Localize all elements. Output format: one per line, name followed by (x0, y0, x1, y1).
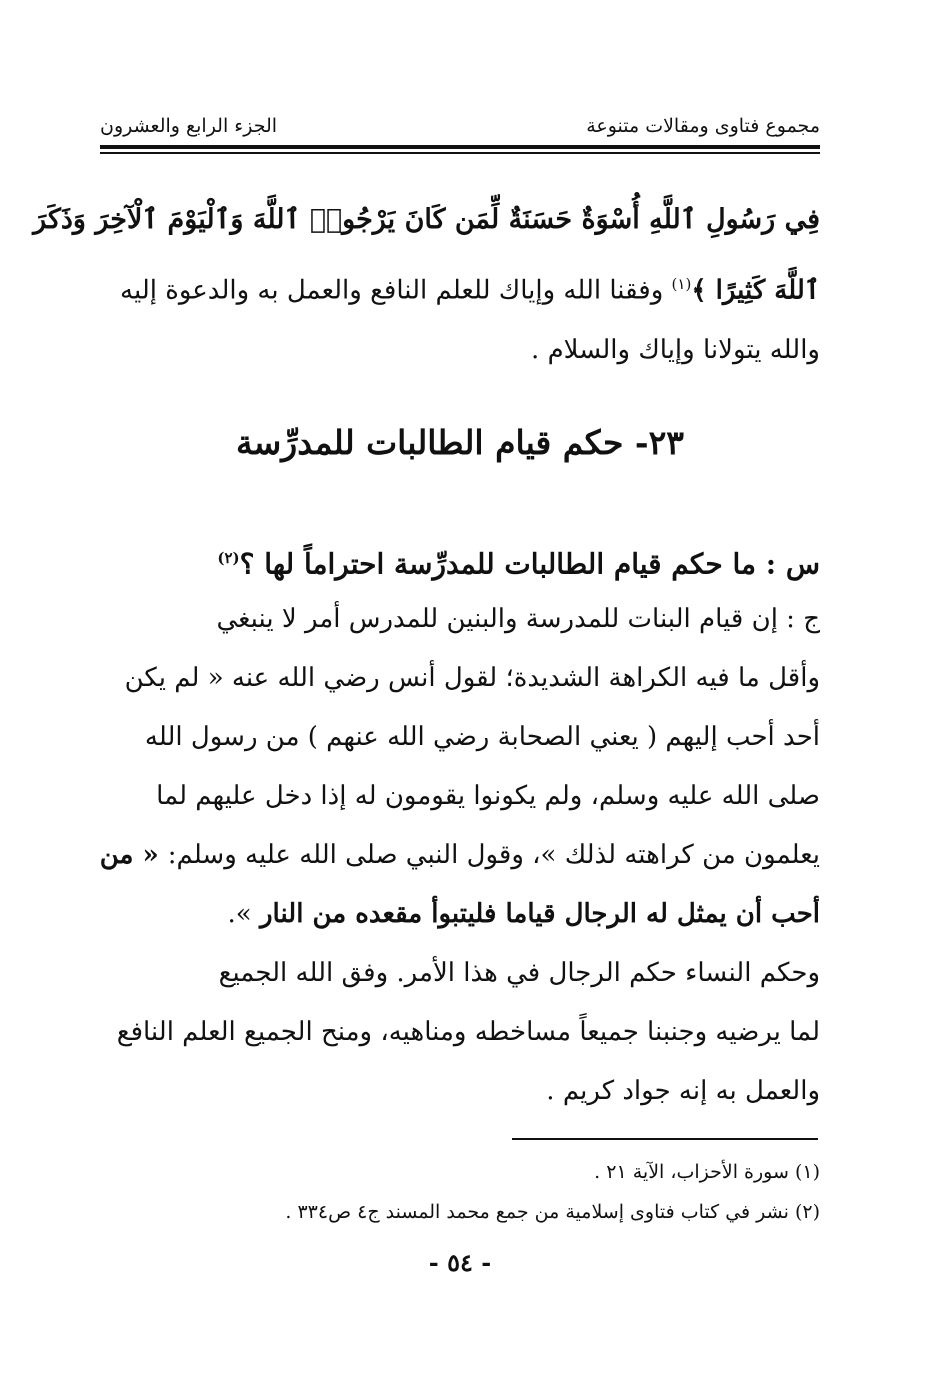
answer-text: يعلمون من كراهته لذلك »، وقول النبي صلى الله عليه وسلم: (167, 840, 820, 870)
header-rule-thin (100, 152, 820, 154)
verse-line-2: ٱللَّهَ كَثِيرًا ﴾ (691, 275, 820, 306)
closing-line: والعمل به إنه جواد كريم . (546, 1076, 820, 1106)
running-header (100, 110, 820, 142)
footnote-separator (512, 1138, 818, 1140)
footnote-1: (١) سورة الأحزاب، الآية ٢١ . (594, 1161, 820, 1183)
quran-verse (33, 190, 820, 250)
section-title: ٢٣- حكم قيام الطالبات للمدرِّسة (235, 423, 685, 462)
verse-line-1: فِي رَسُولِ ٱللَّهِ أُسْوَةٌ حَسَنَةٌ لِّمَن كَانَ يَرْجُوا۟ ٱللَّهَ وَٱلْيَوْمَ ٱلْآخِرَ وَذَكَرَ (33, 204, 820, 235)
closing-line: وحكم النساء حكم الرجال في هذا الأمر. وفق الله الجميع (218, 958, 820, 988)
answer (100, 590, 820, 1121)
header-rule-thick (100, 145, 820, 149)
closing-line: لما يرضيه وجنبنا جميعاً مساخطه ومناهيه، ومنح الجميع العلم النافع (116, 1017, 820, 1047)
answer-line: وأقل ما فيه الكراهة الشديدة؛ لقول أنس رضي الله عنه « لم يكن (124, 663, 820, 693)
header-book-title: مجموع فتاوى ومقالات متنوعة (586, 115, 820, 137)
answer-line: ج : إن قيام البنات للمدرسة والبنين للمدرس أمر لا ينبغي (216, 604, 820, 634)
footnote-2: (٢) نشر في كتاب فتاوى إسلامية من جمع محمد المسند ج٤ ص٣٣٤ . (285, 1201, 820, 1223)
intro-paragraph (100, 255, 820, 380)
intro-text-2: وفقنا الله وإياك للعلم النافع والعمل به والدعوة إليه (120, 275, 672, 306)
hadith-text: أحب أن يمثل له الرجال قياما فليتبوأ مقعده من النار (259, 899, 820, 929)
answer-line (100, 826, 820, 885)
intro-line-3: والله يتولانا وإياك والسلام . (531, 334, 820, 365)
page-number: - ٥٤ - (428, 1248, 492, 1277)
header-volume: الجزء الرابع والعشرون (100, 115, 278, 137)
hadith-line (100, 885, 820, 944)
answer-line: صلى الله عليه وسلم، ولم يكونوا يقومون له إذا دخل عليهم لما (156, 781, 820, 811)
hadith-close: ». (227, 899, 260, 929)
intro-line-2 (100, 255, 820, 321)
footnote-ref-2[interactable]: (٢) (217, 549, 240, 567)
question (100, 530, 820, 592)
footnote-ref-1[interactable]: (١) (671, 275, 692, 293)
question-text: س : ما حكم قيام الطالبات للمدرِّسة احتراماً لها ؟ (239, 547, 820, 581)
hadith-open: « من (99, 840, 168, 870)
footnotes (100, 1152, 820, 1232)
answer-line: أحد أحب إليهم ( يعني الصحابة رضي الله عنهم ) من رسول الله (144, 722, 820, 752)
